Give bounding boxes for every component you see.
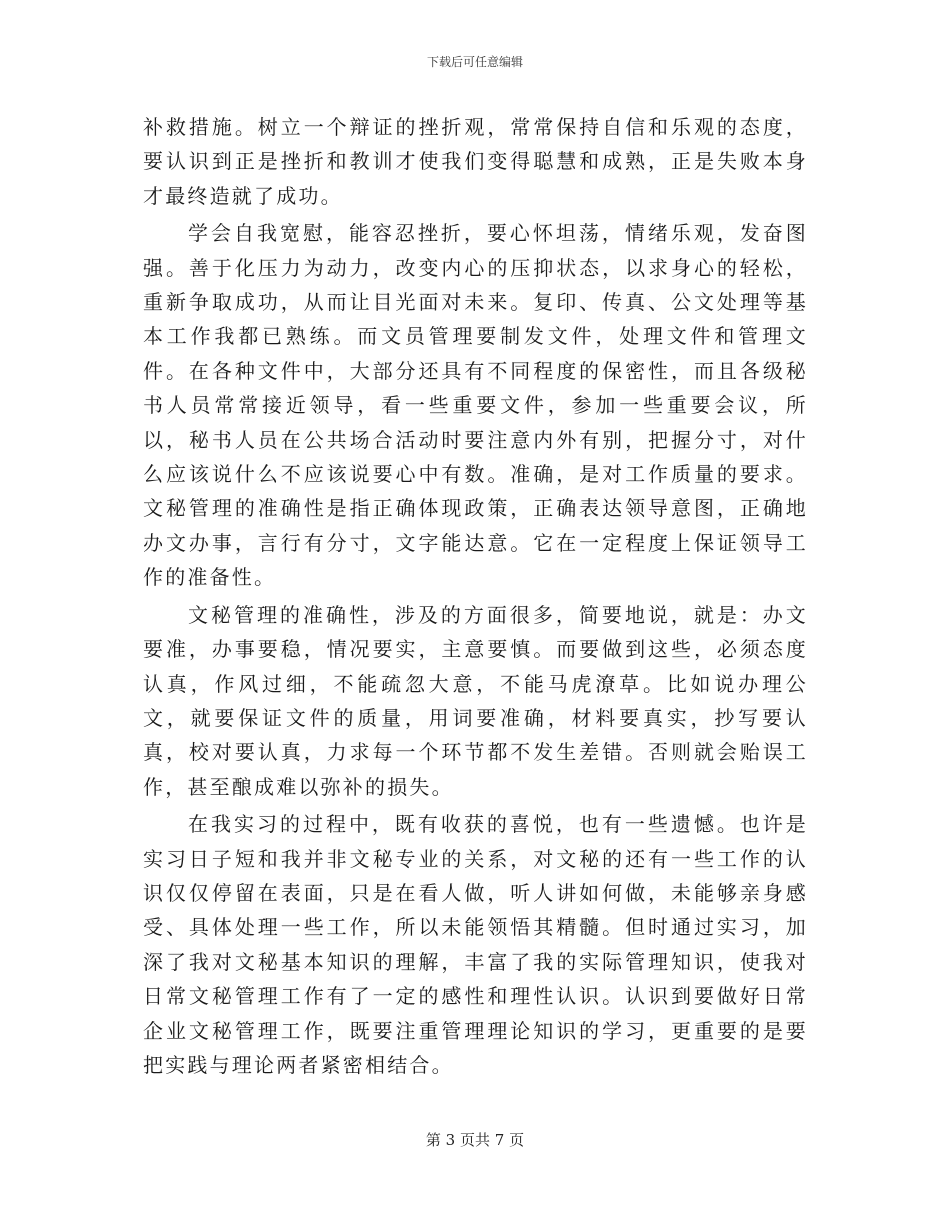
paragraph-continued: 补救措施。树立一个辩证的挫折观，常常保持自信和乐观的态度，要认识到正是挫折和教训才使我们变得聪慧和成熟，正是失败本身才最终造就了成功。 bbox=[143, 115, 808, 208]
page-header: 下载后可任意编辑 bbox=[426, 55, 523, 69]
page-number: 第 3 页共 7 页 bbox=[425, 1131, 525, 1149]
paragraph: 在我实习的过程中，既有收获的喜悦，也有一些遗憾。也许是实习日子短和我并非文秘专业的关系，对文秘的还有一些工作的认识仅仅停留在表面，只是在看人做，听人讲如何做，未能够亲身感受、具体处理一些工作，所以未能领悟其精髓。但时通过实习，加深了我对文秘基本知识的理解，丰富了我的实际管理知识，使我对日常文秘管理工作有了一定的感性和理性认识。认识到要做好日常企业文秘管理工作，既要注重管理理论知识的学习，更重要的是要把实践与理论两者紧密相结合。 bbox=[143, 812, 808, 1077]
paragraph: 学会自我宽慰，能容忍挫折，要心怀坦荡，情绪乐观，发奋图强。善于化压力为动力，改变内心的压抑状态，以求身心的轻松，重新争取成功，从而让目光面对未来。复印、传真、公文处理等基本工作我都已熟练。而文员管理要制发文件，处理文件和管理文件。在各种文件中，大部分还具有不同程度的保密性，而且各级秘书人员常常接近领导，看一些重要文件，参加一些重要会议，所以，秘书人员在公共场合活动时要注意内外有别，把握分寸，对什么应该说什么不应该说要心中有数。准确，是对工作质量的要求。文秘管理的准确性是指正确体现政策，正确表达领导意图，正确地办文办事，言行有分寸，文字能达意。它在一定程度上保证领导工作的准备性。 bbox=[143, 221, 808, 590]
document-body bbox=[143, 110, 808, 1085]
paragraph: 文秘管理的准确性，涉及的方面很多，简要地说，就是：办文要准，办事要稳，情况要实，主意要慎。而要做到这些，必须态度认真，作风过细，不能疏忽大意，不能马虎潦草。比如说办理公文，就要保证文件的质量，用词要准确，材料要真实，抄写要认真，校对要认真，力求每一个环节都不发生差错。否则就会贻误工作，甚至酿成难以弥补的损失。 bbox=[143, 602, 808, 799]
